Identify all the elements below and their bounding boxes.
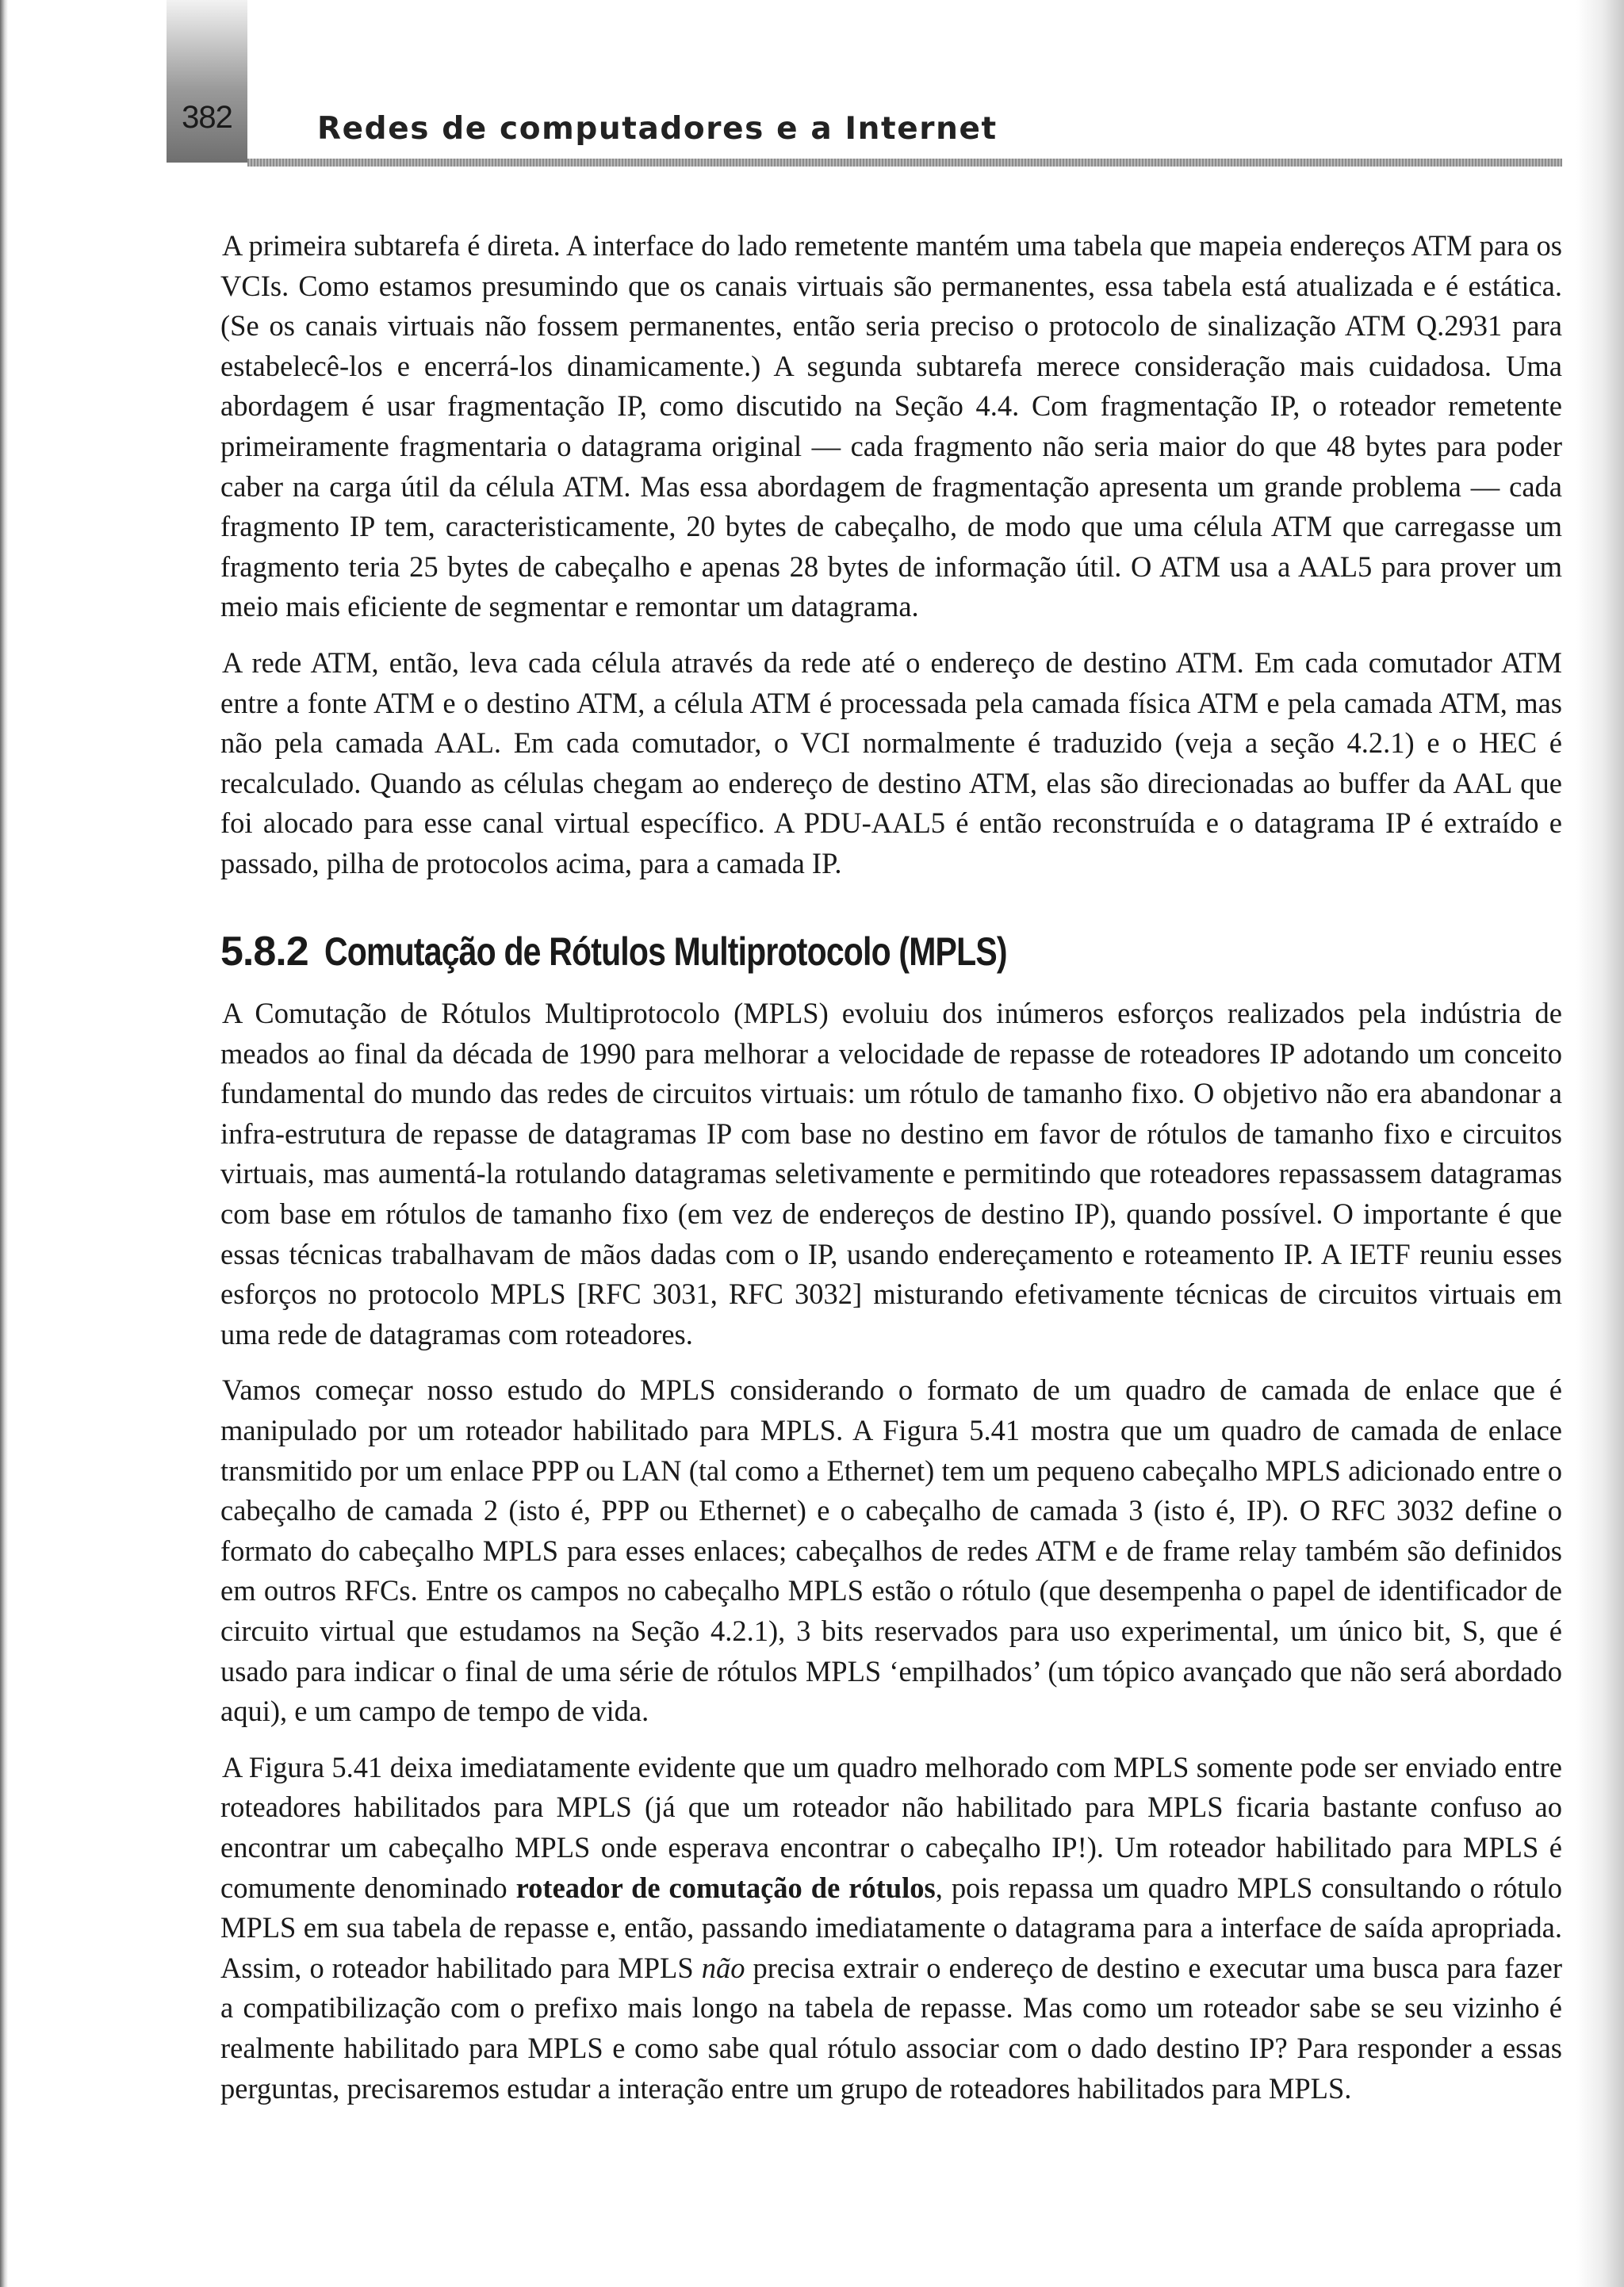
header-rule <box>247 159 1562 167</box>
page-number: 382 <box>182 100 232 135</box>
paragraph-5-text-c: precisa extrair o endereço de destino e executar uma busca para fazer a compatibilização com o prefixo mais longo na tabela de repasse. Mas como um roteador sabe se seu vizinho é realmente habilitado para MPLS e como sabe qual rótulo associar com o dado destino IP? Para responder a essas perguntas, precisaremos estudar a interação entre um grupo de roteadores habilitados para MPLS. <box>220 1951 1562 2105</box>
paragraph-5 <box>220 1748 1562 2109</box>
paragraph-4: Vamos começar nosso estudo do MPLS considerando o formato de um quadro de camada de enlace que é manipulado por um roteador habilitado para MPLS. A Figura 5.41 mostra que um quadro de camada de enlace transmitido por um enlace PPP ou LAN (tal como a Ethernet) tem um pequeno cabeçalho MPLS adicionado entre o cabeçalho de camada 2 (isto é, PPP ou Ethernet) e o cabeçalho de camada 3 (isto é, IP). O RFC 3032 define o formato do cabeçalho MPLS para esses enlaces; cabeçalhos de redes ATM e de frame relay também são definidos em outros RFCs. Entre os campos no cabeçalho MPLS estão o rótulo (que desempenha o papel de identificador de circuito virtual que estudamos na Seção 4.2.1), 3 bits reservados para uso experimental, um único bit, S, que é usado para indicar o final de uma série de rótulos MPLS ‘empilhados’ (um tópico avançado que não será abordado aqui), e um campo de tempo de vida. <box>220 1373 1562 1728</box>
paragraph-1: A primeira subtarefa é direta. A interface do lado remetente mantém uma tabela que mapeia endereços ATM para os VCIs. Como estamos presumindo que os canais virtuais são permanentes, essa tabela está atualizada e é estática. (Se os canais virtuais não fossem permanentes, então seria preciso o protocolo de sinalização ATM Q.2931 para estabelecê-los e encerrá-los dinamicamente.) A segunda subtarefa merece consideração mais cuidadosa. Uma abordagem é usar fragmentação IP, como discutido na Seção 4.4. Com fragmentação IP, o roteador remetente primeiramente fragmentaria o datagrama original — cada fragmento não seria maior do que 48 bytes para poder caber na carga útil da célula ATM. Mas essa abordagem de fragmentação apresenta um grande problema — cada fragmento IP tem, caracteristicamente, 20 bytes de cabeçalho, de modo que uma célula ATM que carregasse um fragmento teria 25 bytes de cabeçalho e apenas 28 bytes de informação útil. O ATM usa a AAL5 para prover um meio mais eficiente de segmentar e remontar um datagrama. <box>220 229 1562 623</box>
scan-edge-left <box>0 0 8 2287</box>
page-body <box>220 226 1562 2124</box>
section-number: 5.8.2 <box>220 928 308 975</box>
paragraph-5-text-a: A Figura 5.41 deixa imediatamente evidente que um quadro melhorado com MPLS somente pode ser enviado entre roteadores habilitados para MPLS (já que um roteador não habilitado para MPLS ficaria bastante confuso ao encontrar um cabeçalho MPLS onde esperava encontrar o cabeçalho IP!). Um roteador habilitado para MPLS é comumente denominado <box>220 1750 1562 1904</box>
section-title: Comutação de Rótulos Multiprotocolo (MPLS) <box>324 929 1007 974</box>
paragraph-5-text-b: , pois repassa um quadro MPLS consultando o rótulo MPLS em sua tabela de repasse e, então, passando imediatamente o datagrama para a interface de saída apropriada. Assim, o roteador habilitado para MPLS <box>220 1871 1563 1984</box>
page-header <box>167 0 1562 163</box>
paragraph-5-italic-word: não <box>701 1951 745 1984</box>
paragraph-5-bold-term: roteador de comutação de rótulos <box>515 1871 936 1904</box>
section-heading <box>220 928 1562 975</box>
scan-edge-right <box>1576 0 1624 2287</box>
paragraph-2: A rede ATM, então, leva cada célula através da rede até o endereço de destino ATM. Em cada comutador ATM entre a fonte ATM e o destino ATM, a célula ATM é processada pela camada física ATM e pela camada ATM, mas não pela camada AAL. Em cada comutador, o VCI normalmente é traduzido (veja a seção 4.2.1) e o HEC é recalculado. Quando as células chegam ao endereço de destino ATM, elas são direcionadas ao buffer da AAL que foi alocado para esse canal virtual específico. A PDU-AAL5 é então reconstruída e o datagrama IP é extraído e passado, pilha de protocolos acima, para a camada IP. <box>220 645 1562 879</box>
paragraph-3: A Comutação de Rótulos Multiprotocolo (MPLS) evoluiu dos inúmeros esforços realizados pela indústria de meados ao final da década de 1990 para melhorar a velocidade de repasse de roteadores IP adotando um conceito fundamental do mundo das redes de circuitos virtuais: um rótulo de tamanho fixo. O objetivo não era abandonar a infra-estrutura de repasse de datagramas IP com base no destino em favor de rótulos de tamanho fixo e circuitos virtuais, mas aumentá-la rotulando datagramas seletivamente e permitindo que roteadores repassassem datagramas com base em rótulos de tamanho fixo (em vez de endereços de destino IP), quando possível. O importante é que essas técnicas trabalhavam de mãos dadas com o IP, usando endereçamento e roteamento IP. A IETF reuniu esses esforços no protocolo MPLS [RFC 3031, RFC 3032] misturando efetivamente técnicas de circuitos virtuais em uma rede de datagramas com roteadores. <box>220 997 1562 1350</box>
running-title: Redes de computadores e a Internet <box>317 111 998 147</box>
page-number-box <box>167 0 247 163</box>
